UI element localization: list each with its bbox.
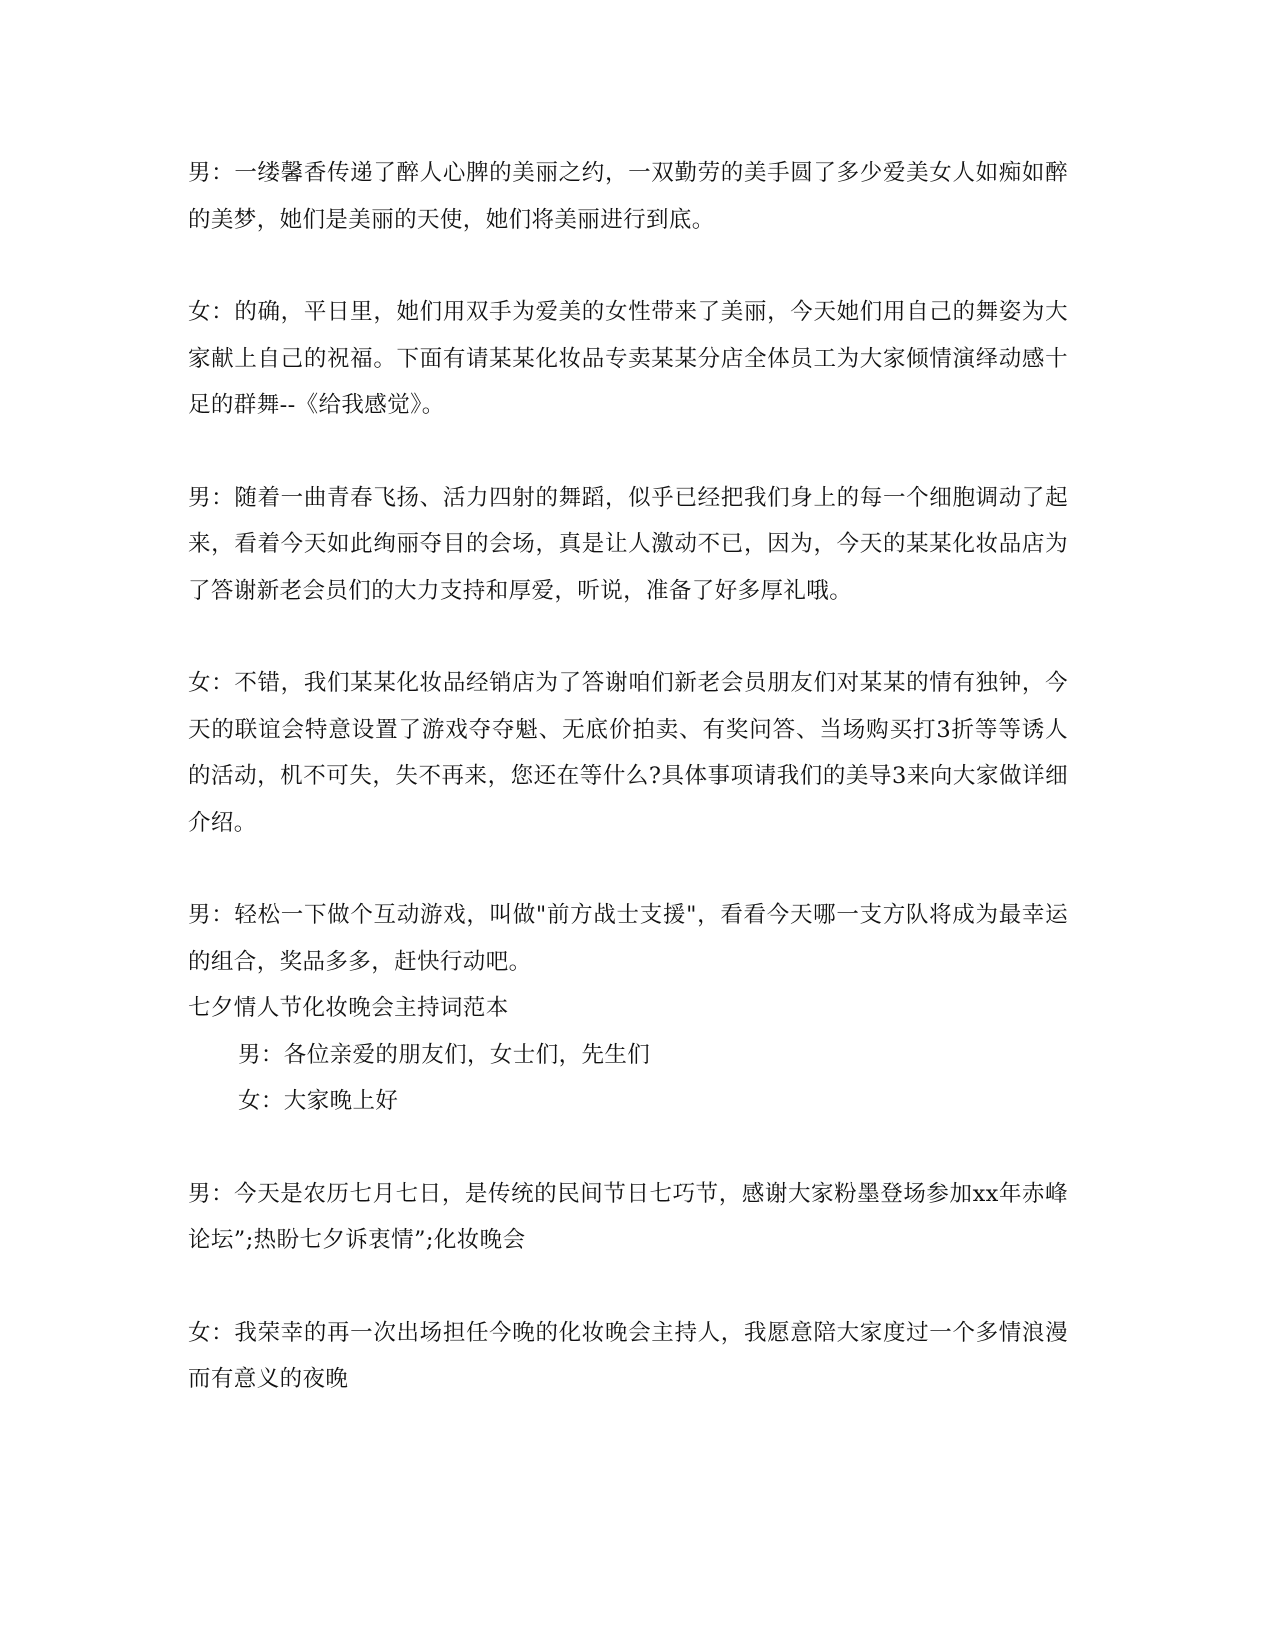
paragraph-female-host-2: 女：不错，我们某某化妆品经销店为了答谢咱们新老会员朋友们对某某的情有独钟，今天的联谊会特意设置了游戏夺夺魁、无底价拍卖、有奖问答、当场购买打3折等等诱人的活动，机不可失，失不再来，您还在等什么?具体事项请我们的美导3来向大家做详细介绍。	[188, 670, 1068, 836]
paragraph-male-host-2: 男：随着一曲青春飞扬、活力四射的舞蹈，似乎已经把我们身上的每一个细胞调动了起来，看着今天如此绚丽夺目的会场，真是让人激动不已，因为，今天的某某化妆品店为了答谢新老会员们的大力支持和厚爱，听说，准备了好多厚礼哦。	[188, 484, 1068, 604]
paragraph-male-host-4: 男：今天是农历七月七日，是传统的民间节日七巧节，感谢大家粉墨登场参加xx年赤峰论坛”;热盼七夕诉衷情”;化妆晚会	[188, 1180, 1068, 1253]
paragraph-female-host-1: 女：的确，平日里，她们用双手为爱美的女性带来了美丽，今天她们用自己的舞姿为大家献上自己的祝福。下面有请某某化妆品专卖某某分店全体员工为大家倾情演绎动感十足的群舞--《给我感觉》。	[188, 299, 1068, 418]
paragraph-male-greeting: 男：各位亲爱的朋友们，女士们，先生们	[238, 1041, 651, 1068]
section-title: 七夕情人节化妆晚会主持词范本	[188, 995, 509, 1021]
paragraph-male-host-3: 男：轻松一下做个互动游戏，叫做"前方战士支援"，看看今天哪一支方队将成为最幸运的组合，奖品多多，赶快行动吧。	[188, 902, 1068, 975]
paragraph-female-host-3: 女：我荣幸的再一次出场担任今晚的化妆晚会主持人，我愿意陪大家度过一个多情浪漫而有意义的夜晚	[188, 1319, 1068, 1392]
paragraph-male-host-1: 男：一缕馨香传递了醉人心脾的美丽之约，一双勤劳的美手圆了多少爱美女人如痴如醉的美梦，她们是美丽的天使，她们将美丽进行到底。	[188, 160, 1068, 233]
document-body	[188, 150, 1068, 1403]
paragraph-female-greeting: 女：大家晚上好	[238, 1088, 399, 1114]
